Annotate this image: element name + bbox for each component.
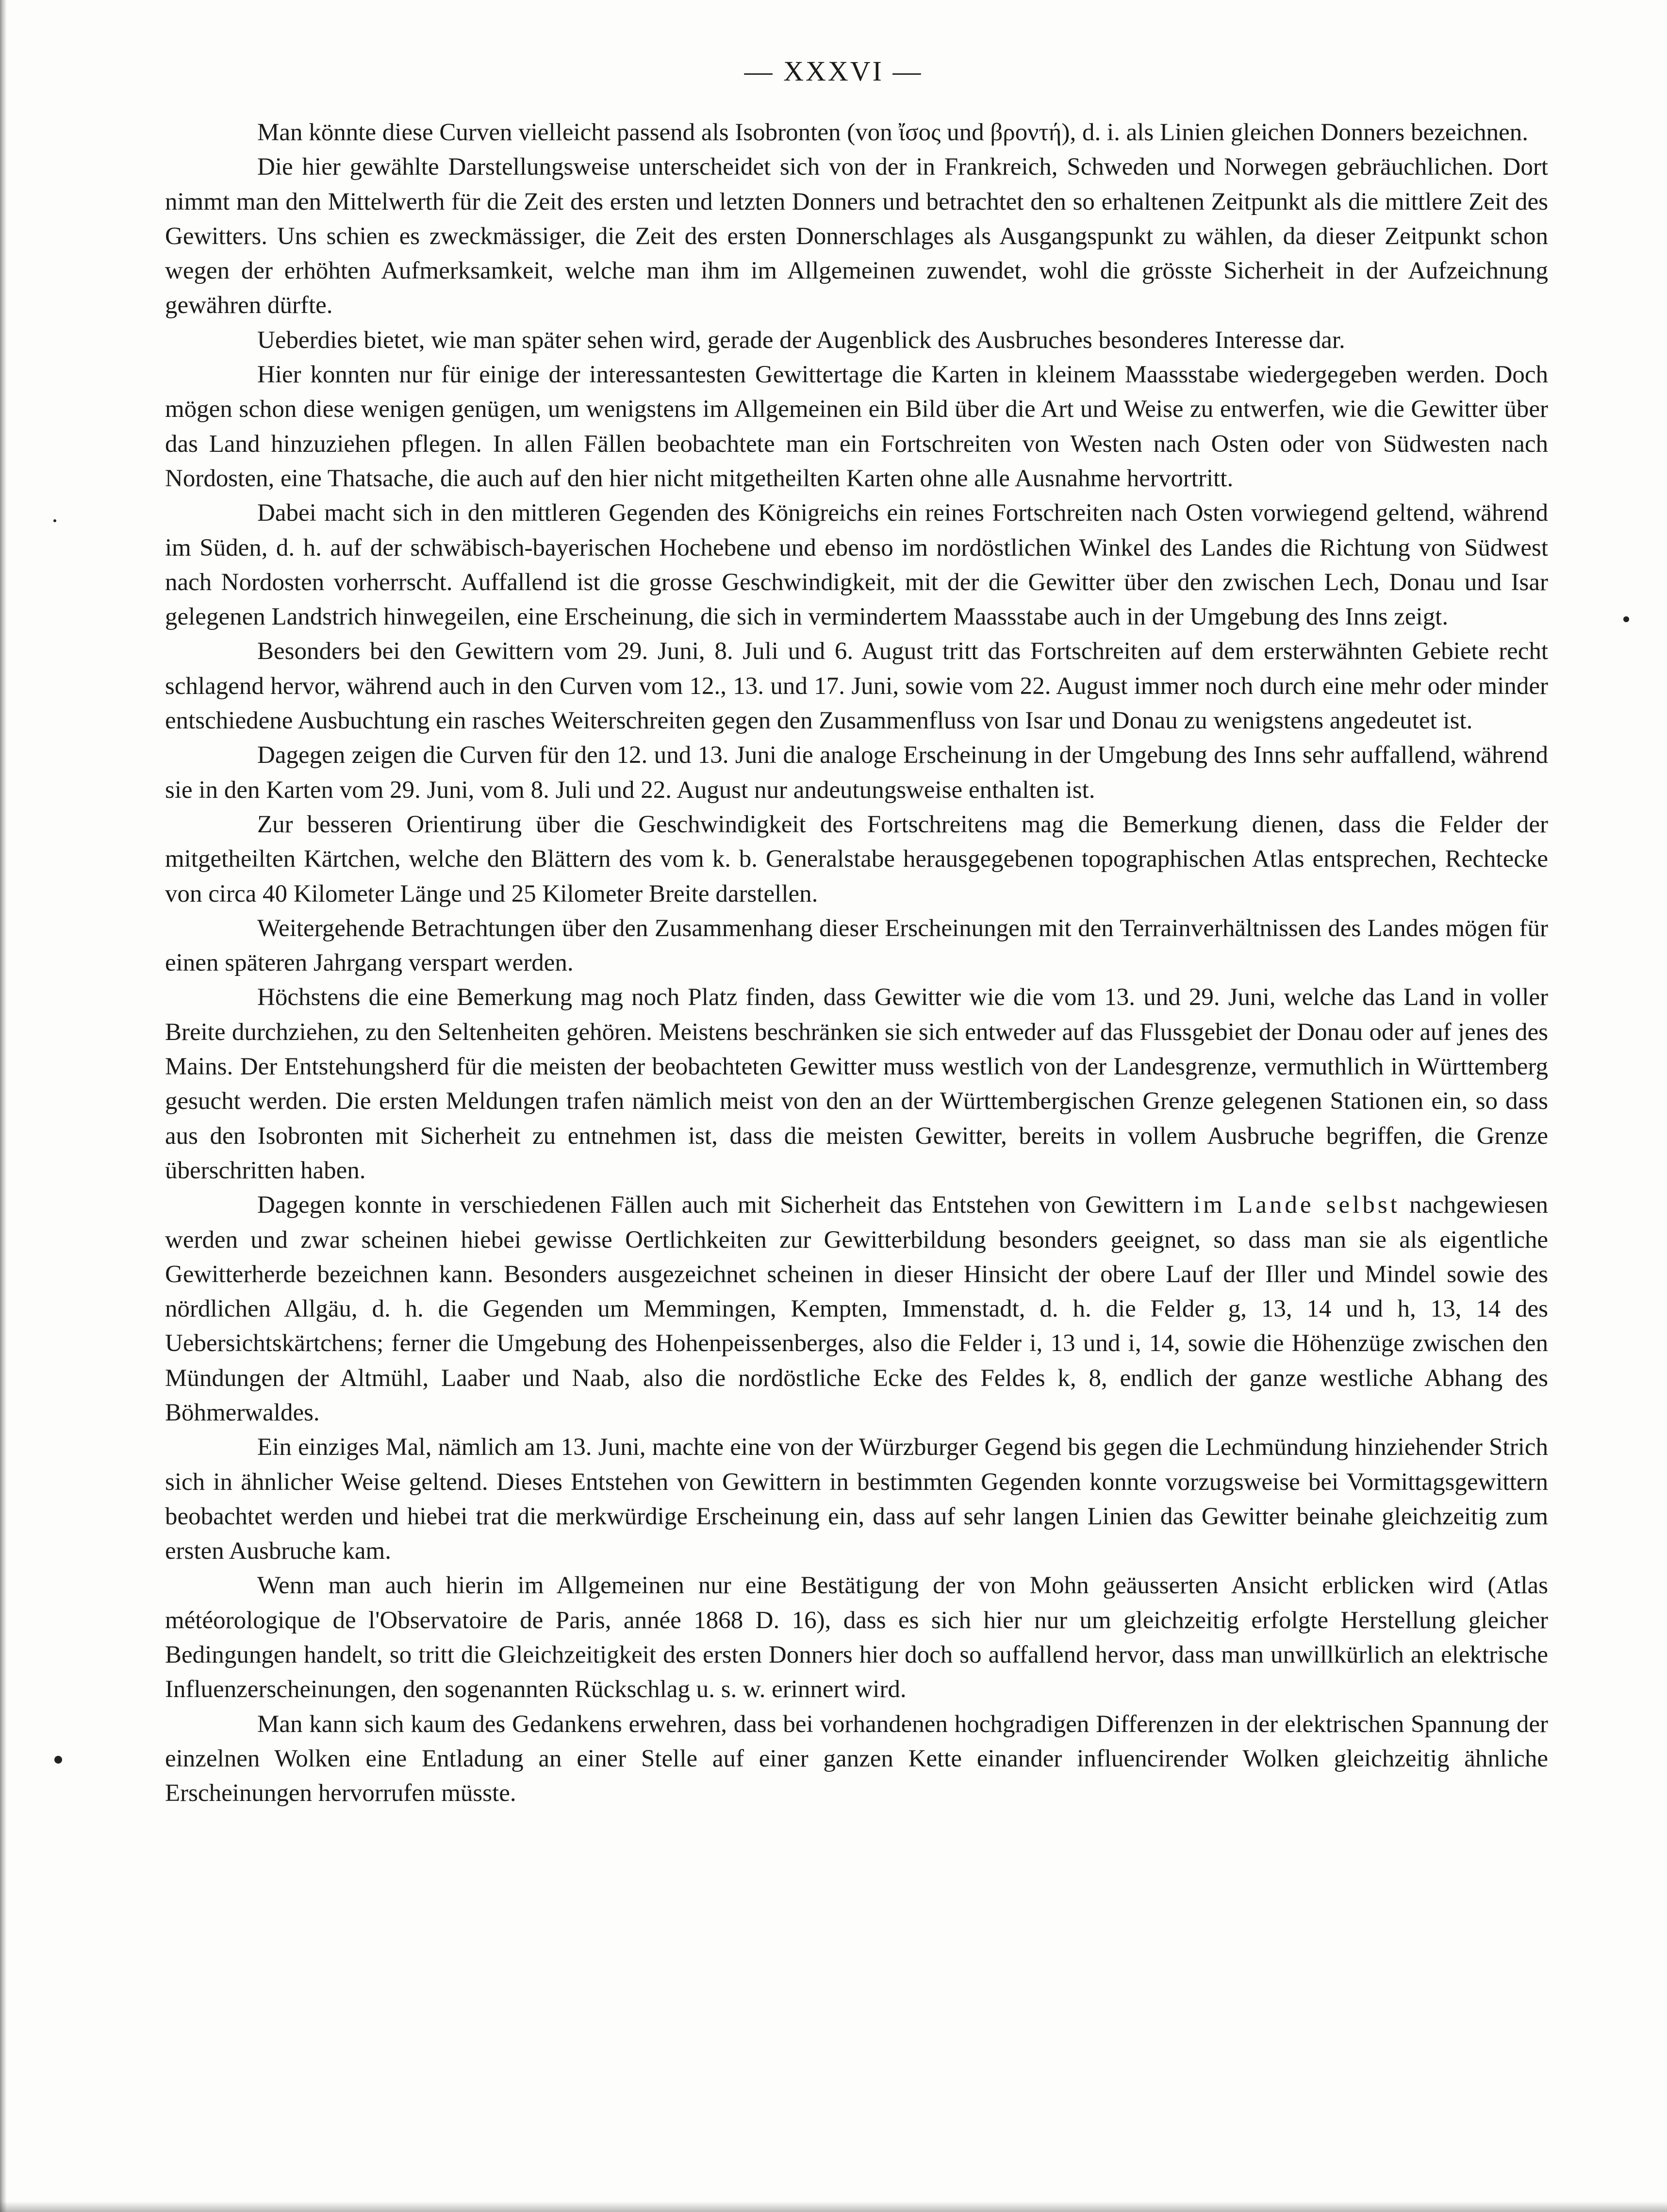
paragraph-gewitterherde-rest: nachgewiesen werden und zwar scheinen hiebei gewisse Oertlichkeiten zur Gewitterbildung besonders geeignet, so dass man sie als eigentliche Gewitterherde bezeichnen kann. Besonders ausgezeichnet scheinen in dieser Hinsicht der obere Lauf der Iller und Mindel sowie des nördlichen Allgäu, d. h. die Gegenden um Memmingen, Kempten, Immenstadt, d. h. die Felder g, 13, 14 und h, 13, 14 des Uebersichtskärtchens; ferner die Umgebung des Hohenpeissenberges, also die Felder i, 13 und i, 14, sowie die Höhenzüge zwischen den Mündungen der Altmühl, Laaber und Naab, also die nordöstliche Ecke des Feldes k, 8, endlich der ganze westliche Abhang des Böhmerwaldes. bbox=[165, 1191, 1549, 1426]
paragraph-darstellungsweise: Die hier gewählte Darstellungsweise unterscheidet sich von der in Frankreich, Schweden und Norwegen gebräuchlichen. Dort nimmt man den Mittelwerth für die Zeit des ersten und letzten Donners und betrachtet den so erhaltenen Zeitpunkt als die mittlere Zeit des Gewitters. Uns schien es zweckmässiger, die Zeit des ersten Donnerschlages als Ausgangspunkt zu wählen, da dieser Zeitpunkt schon wegen der erhöhten Aufmerksamkeit, welche man ihm im Allgemeinen zuwendet, wohl die grösste Sicherheit in der Aufzeichnung gewähren dürfte. bbox=[165, 153, 1548, 319]
margin-dot-left bbox=[54, 1756, 62, 1764]
paragraph-gedanken: Man kann sich kaum des Gedankens erwehren, dass bei vorhandenen hochgradigen Differenzen in der elektrischen Spannung der einzelnen Wolken eine Entladung an einer Stelle auf einer ganzen Kette einander influencirender Wolken gleichzeitig ähnliche Erscheinungen hervorrufen müsste. bbox=[165, 1710, 1548, 1807]
paragraph-gewitterherde-start: Dagegen konnte in verschiedenen Fällen auch mit Sicherheit das Entstehen von Gewittern bbox=[257, 1191, 1184, 1219]
page-number: — XXXVI — bbox=[744, 55, 923, 87]
paragraph-karten: Hier konnten nur für einige der interessantesten Gewittertage die Karten in kleinem Maassstabe wiedergegeben werden. Doch mögen schon diese wenigen genügen, um wenigstens im Allgemeinen ein Bild über die Art und Weise zu entwerfen, wie die Gewitter über das Land hinzuziehen pflegen. In allen Fällen beobachtete man ein Fortschreiten von Westen nach Osten oder von Südwesten nach Nordosten, eine Thatsache, die auch auf den hier nicht mitgetheilten Karten ohne alle Ausnahme hervortritt. bbox=[165, 361, 1548, 492]
margin-tick-left bbox=[53, 519, 56, 522]
paragraph-besonders: Besonders bei den Gewittern vom 29. Juni, 8. Juli und 6. August tritt das Fortschreiten auf dem ersterwähnten Gebiete recht schlagend hervor, während auch in den Curven vom 12., 13. und 17. Juni, sowie vom 22. August immer noch durch eine mehr oder minder entschiedene Ausbuchtung ein rasches Weiterschreiten gegen den Zusammenfluss von Isar und Donau zu wenigstens angedeutet ist. bbox=[165, 638, 1548, 735]
body-text bbox=[165, 116, 1548, 1811]
paragraph-gewitterherde bbox=[165, 1188, 1548, 1430]
paragraph-betrachtungen: Weitergehende Betrachtungen über den Zusammenhang dieser Erscheinungen mit den Terrainverhältnissen des Landes mögen für einen späteren Jahrgang verspart werden. bbox=[165, 914, 1548, 977]
paragraph-isobronten: Man könnte diese Curven vielleicht passend als Isobronten (von ἴσος und βροντή), d. i. als Linien gleichen Donners bezeichnen. bbox=[257, 119, 1529, 146]
paragraph-orientirung: Zur besseren Orientirung über die Geschwindigkeit des Fortschreitens mag die Bemerkung dienen, dass die Felder der mitgetheilten Kärtchen, welche den Blättern des vom k. b. Generalstabe herausgegebenen topographischen Atlas entsprechen, Rechtecke von circa 40 Kilometer Länge und 25 Kilometer Breite darstellen. bbox=[165, 810, 1548, 908]
page-edge-shadow bbox=[0, 0, 7, 2212]
emphasis-im-lande-selbst: im Lande selbst bbox=[1193, 1191, 1400, 1219]
paragraph-ueberdies: Ueberdies bietet, wie man später sehen wird, gerade der Augenblick des Ausbruches besonderes Interesse dar. bbox=[257, 326, 1345, 354]
paragraph-dagegen-curven: Dagegen zeigen die Curven für den 12. und 13. Juni die analoge Erscheinung in der Umgebung des Inns sehr auffallend, während sie in den Karten vom 29. Juni, vom 8. Juli und 22. August nur andeutungsweise enthalten ist. bbox=[165, 742, 1548, 804]
paragraph-hoechstens: Höchstens die eine Bemerkung mag noch Platz finden, dass Gewitter wie die vom 13. und 29. Juni, welche das Land in voller Breite durchziehen, zu den Seltenheiten gehören. Meistens beschränken sie sich entweder auf das Flussgebiet der Donau oder auf jenes des Mains. Der Entstehungsherd für die meisten der beobachteten Gewitter muss westlich von der Landesgrenze, vermuthlich in Württemberg gesucht werden. Die ersten Meldungen trafen nämlich meist von den an der Württembergischen Grenze gelegenen Stationen ein, so dass aus den Isobronten mit Sicherheit zu entnehmen ist, dass die meisten Gewitter, bereits in vollem Ausbruche begriffen, die Grenze überschritten haben. bbox=[165, 984, 1548, 1184]
paragraph-mohn: Wenn man auch hierin im Allgemeinen nur eine Bestätigung der von Mohn geäusserten Ansicht erblicken wird (Atlas météorologique de l'Observatoire de Paris, année 1868 D. 16), dass es sich hier nur um gleichzeitig erfolgte Herstellung gleicher Bedingungen handelt, so tritt die Gleichzeitigkeit des ersten Donners hier doch so auffallend hervor, dass man unwillkürlich an elektrische Influenzerscheinungen, den sogenannten Rückschlag u. s. w. erinnert wird. bbox=[165, 1572, 1548, 1703]
paragraph-einziges-mal: Ein einziges Mal, nämlich am 13. Juni, machte eine von der Würzburger Gegend bis gegen die Lechmündung hinziehender Strich sich in ähnlicher Weise geltend. Dieses Entstehen von Gewittern in bestimmten Gegenden konnte vorzugsweise bei Vormittagsgewittern beobachtet werden und hiebei trat die merkwürdige Erscheinung ein, dass auf sehr langen Linien das Gewitter beinahe gleichzeitig zum ersten Ausbruche kam. bbox=[165, 1434, 1548, 1565]
margin-dot-right bbox=[1623, 616, 1629, 622]
page-bottom-shadow bbox=[0, 2201, 1667, 2212]
paragraph-fortschreiten: Dabei macht sich in den mittleren Gegenden des Königreichs ein reines Fortschreiten nach Osten vorwiegend geltend, während im Süden, d. h. auf der schwäbisch-bayerischen Hochebene und ebenso im nordöstlichen Winkel des Landes die Richtung von Südwest nach Nordosten vorherrscht. Auffallend ist die grosse Geschwindigkeit, mit der die Gewitter über den zwischen Lech, Donau und Isar gelegenen Landstrich hinwegeilen, eine Erscheinung, die sich in vermindertem Maassstabe auch in der Umgebung des Inns zeigt. bbox=[165, 499, 1548, 631]
